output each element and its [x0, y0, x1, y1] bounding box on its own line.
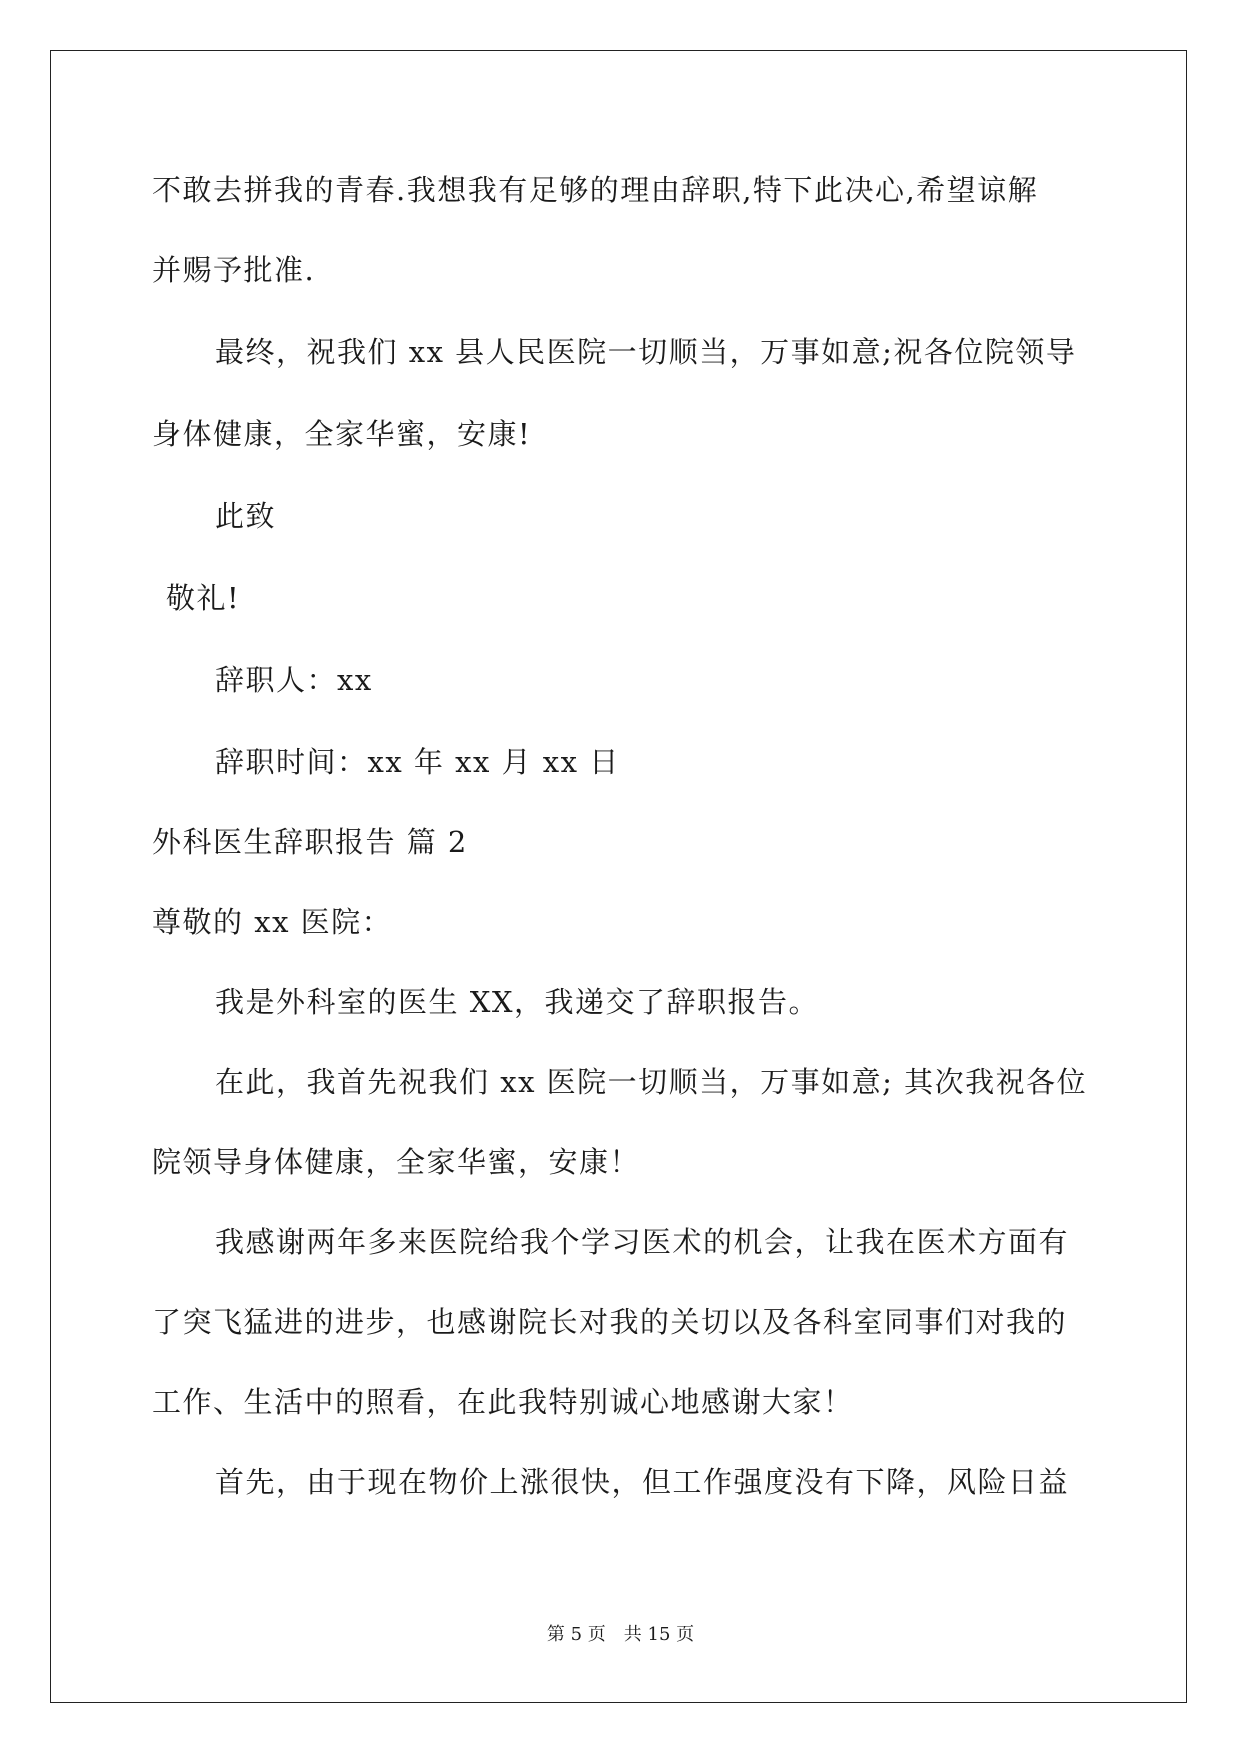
text-line: 不敢去拼我的青春.我想我有足够的理由辞职,特下此决心,希望谅解	[152, 173, 1039, 207]
text-line: 院领导身体健康，全家华蜜，安康！	[152, 1145, 641, 1179]
text-line: 最终，祝我们 xx 县人民医院一切顺当，万事如意;祝各位院领导	[215, 335, 1077, 369]
text-line: 我感谢两年多来医院给我个学习医术的机会，让我在医术方面有	[215, 1225, 1070, 1259]
text-line: 此致	[215, 499, 277, 533]
text-line: 首先，由于现在物价上涨很快，但工作强度没有下降，风险日益	[215, 1465, 1070, 1499]
section-heading: 外科医生辞职报告 篇 2	[152, 825, 468, 859]
text-line: 辞职人：xx	[215, 663, 373, 697]
text-line: 辞职时间：xx 年 xx 月 xx 日	[215, 745, 620, 779]
text-line: 身体健康，全家华蜜，安康!	[152, 417, 532, 451]
text-line: 了突飞猛进的进步，也感谢院长对我的关切以及各科室同事们对我的	[152, 1305, 1068, 1339]
text-line: 并赐予批准.	[152, 253, 316, 287]
page-footer: 第 5 页 共 15 页	[546, 1624, 695, 1645]
text-line: 我是外科室的医生 XX，我递交了辞职报告。	[215, 985, 820, 1019]
page-border	[50, 50, 1187, 1703]
text-line: 敬礼!	[166, 581, 241, 615]
salutation: 尊敬的 xx 医院：	[152, 905, 393, 939]
text-line: 工作、生活中的照看，在此我特别诚心地感谢大家！	[152, 1385, 854, 1419]
text-line: 在此，我首先祝我们 xx 医院一切顺当，万事如意; 其次我祝各位	[215, 1065, 1088, 1099]
